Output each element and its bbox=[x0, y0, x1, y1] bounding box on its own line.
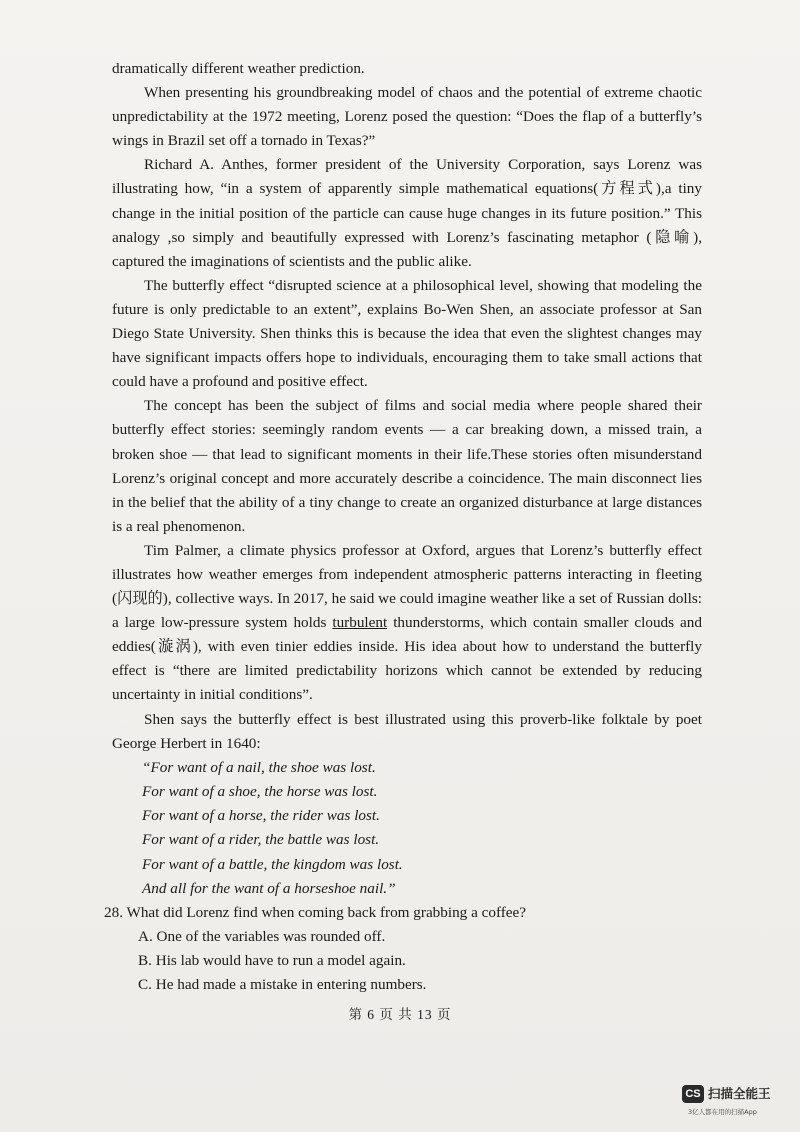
page-footer: 第 6 页 共 13 页 bbox=[348, 1007, 452, 1022]
paragraph-lorenz-question: When presenting his groundbreaking model of chaos and the potential of extreme chaotic unpredictability at the 1972 meeting, Lorenz posed the question: “Does the flap of a butterfly’s wings in Brazil set off a tornado in Texas?” bbox=[112, 84, 702, 150]
palmer-text-2: thunderstorms, which contain smaller clouds and eddies(漩涡), with even tinier eddies inside. His idea about how to understand the butterfly effect is “there are limited predictability horizons which cannot be extended by reducing uncertainty in initial conditions”. bbox=[112, 614, 702, 704]
paragraph-continuation: dramatically different weather prediction. bbox=[112, 60, 365, 77]
paragraph-shen: The butterfly effect “disrupted science at a philosophical level, showing that modeling the future is only predictable to an extent”, explains Bo-Wen Shen, an associate professor at San Diego State University. Shen thinks this is because the idea that even the slightest changes may have significant impacts offers hope to individuals, encouraging them to take small actions that could have a profound and positive effect. bbox=[112, 276, 702, 391]
poem-line: For want of a rider, the battle was lost. bbox=[142, 831, 380, 849]
passage bbox=[104, 57, 702, 998]
paragraph-films: The concept has been the subject of films and social media where people shared their butterfly effect stories: seemingly random events — a car breaking down, a missed train, a broken shoe — that lead to significant moments in their life.These stories often misunderstand Lorenz’s original concept and more accurately describe a coincidence. The main disconnect lies in the belief that the ability of a tiny change to create an organized disturbance at large distances is a real phenomenon. bbox=[112, 397, 702, 535]
scanner-watermark bbox=[682, 1085, 792, 1125]
paragraph-palmer bbox=[112, 539, 702, 708]
watermark-name: 扫描全能王 bbox=[708, 1086, 771, 1101]
paragraph-anthes: Richard A. Anthes, former president of the University Corporation, says Lorenz was illustrating how, “in a system of apparently simple mathematical equations(方程式),a tiny change in the initial position of the particle can cause huge changes in its future position.” This analogy ,so simply and beautifully expressed with Lorenz’s fascinating metaphor (隐喻), captured the imaginations of scientists and the public alike. bbox=[112, 156, 702, 270]
question-options bbox=[112, 925, 702, 998]
poem-line: For want of a shoe, the horse was lost. bbox=[142, 782, 378, 800]
paragraph-herbert: Shen says the butterfly effect is best illustrated using this proverb-like folktale by poet George Herbert in 1640: bbox=[112, 710, 702, 752]
watermark-subtitle: 3亿人都在用的扫描App bbox=[688, 1108, 757, 1116]
option-a: A. One of the variables was rounded off. bbox=[138, 928, 386, 946]
palmer-text-1: Tim Palmer, a climate physics professor at Oxford, argues that Lorenz’s butterfly effect illustrates how weather emerges from independent atmospheric patterns interacting in fleeting (闪现的), collective ways. In 2017, he said we could imagine weather like a set of Russian dolls: a large low-pressure system holds bbox=[112, 541, 702, 632]
poem bbox=[112, 756, 702, 901]
poem-line: For want of a battle, the kingdom was lost. bbox=[142, 855, 403, 873]
poem-line: “For want of a nail, the shoe was lost. bbox=[142, 758, 376, 776]
option-c: C. He had made a mistake in entering numbers. bbox=[138, 976, 427, 994]
poem-line: And all for the want of a horseshoe nail.” bbox=[142, 879, 396, 897]
poem-line: For want of a horse, the rider was lost. bbox=[142, 807, 380, 825]
option-b: B. His lab would have to run a model again. bbox=[138, 952, 406, 970]
question-stem: 28. What did Lorenz find when coming back from grabbing a coffee? bbox=[104, 903, 527, 921]
camscanner-logo-icon: CS bbox=[682, 1085, 704, 1103]
underlined-word: turbulent bbox=[332, 614, 388, 632]
